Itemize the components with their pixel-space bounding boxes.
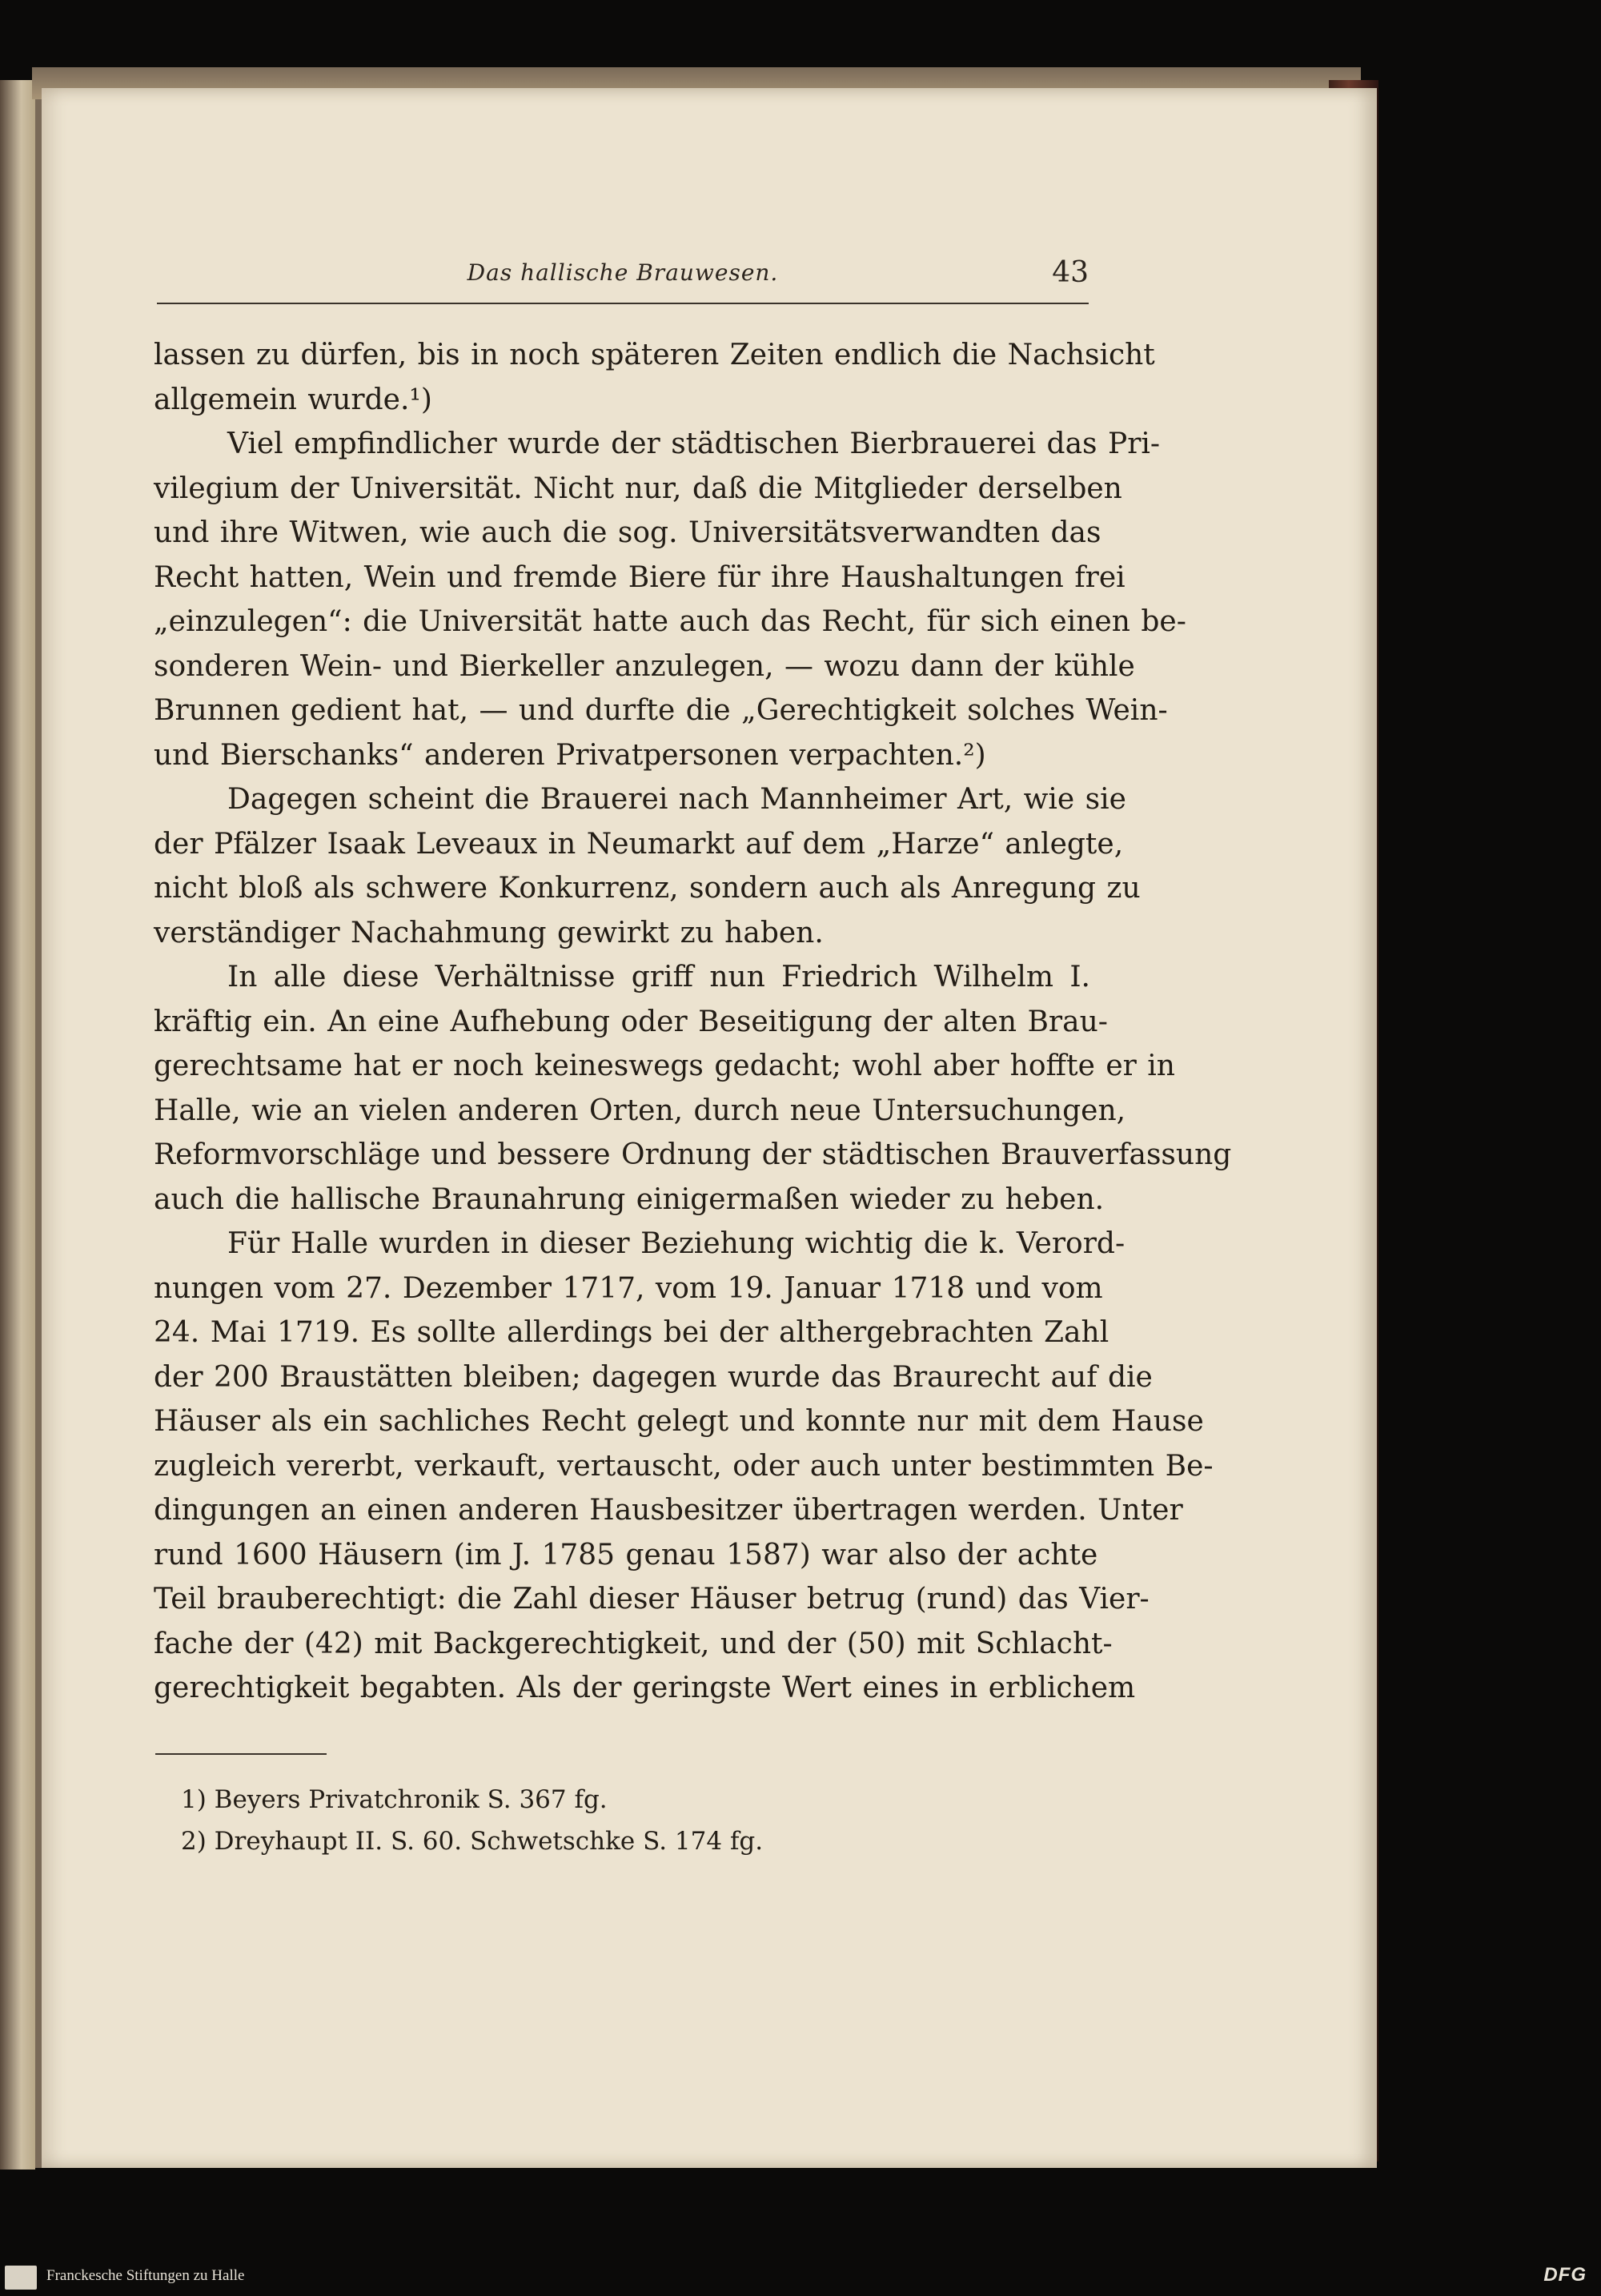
text-line: und ihre Witwen, wie auch die sog. Universitätsverwandten das	[154, 516, 1101, 549]
footnotes	[181, 1779, 981, 1862]
footnote: 1) Beyers Privatchronik S. 367 fg.	[181, 1785, 608, 1814]
text-line: nicht bloß als schwere Konkurrenz, sondern auch als Anregung zu	[154, 872, 1141, 905]
body-text	[154, 333, 1232, 1711]
left-page-edge	[0, 80, 35, 2170]
page-header	[157, 255, 1089, 304]
text-line: Teil brauberechtigt: die Zahl dieser Häuser betrug (rund) das Vier-	[154, 1583, 1150, 1616]
text-line: zugleich vererbt, verkauft, vertauscht, oder auch unter bestimmten Be-	[154, 1449, 1214, 1483]
text-line: Viel empfindlicher wurde der städtischen Bierbrauerei das Pri-	[227, 427, 1161, 460]
book-spine	[35, 77, 42, 2168]
text-line: In alle diese Verhältnisse griff nun Friedrich Wilhelm I.	[227, 961, 1090, 993]
text-line: Brunnen gedient hat, — und durfte die „Gerechtigkeit solches Wein-	[154, 694, 1168, 727]
footnote-divider	[155, 1753, 327, 1755]
text-line: fache der (42) mit Backgerechtigkeit, und der (50) mit Schlacht-	[154, 1627, 1113, 1660]
text-line: lassen zu dürfen, bis in noch späteren Zeiten endlich die Nachsicht	[154, 339, 1155, 371]
running-title: Das hallische Brauwesen.	[467, 259, 779, 286]
text-line: der 200 Braustätten bleiben; dagegen wurde das Braurecht auf die	[154, 1360, 1153, 1394]
institution-logo-icon	[5, 2266, 37, 2290]
text-line: auch die hallische Braunahrung einigermaßen wieder zu heben.	[154, 1182, 1105, 1216]
text-line: der Pfälzer Isaak Leveaux in Neumarkt auf dem „Harze“ anlegte,	[154, 827, 1124, 861]
text-line: sonderen Wein- und Bierkeller anzulegen, — wozu dann der kühle	[154, 649, 1135, 683]
text-line: gerechtigkeit begabten. Als der geringste Wert eines in erblichem	[154, 1672, 1136, 1704]
text-line: „einzulegen“: die Universität hatte auch das Recht, für sich einen be-	[154, 605, 1186, 638]
text-line: rund 1600 Häusern (im J. 1785 genau 1587) war also der achte	[154, 1538, 1098, 1571]
text-line: 24. Mai 1719. Es sollte allerdings bei der althergebrachten Zahl	[154, 1316, 1109, 1349]
text-line: Dagegen scheint die Brauerei nach Mannheimer Art, wie sie	[227, 783, 1126, 816]
text-line: kräftig ein. An eine Aufhebung oder Beseitigung der alten Brau-	[154, 1005, 1108, 1038]
text-line: vilegium der Universität. Nicht nur, daß die Mitglieder derselben	[154, 472, 1122, 505]
text-line: Häuser als ein sachliches Recht gelegt und konnte nur mit dem Hause	[154, 1405, 1204, 1438]
viewer-footer	[0, 2259, 1601, 2296]
text-line: Reformvorschläge und bessere Ordnung der städtischen Brauverfassung	[154, 1138, 1232, 1171]
text-line: verständiger Nachahmung gewirkt zu haben.	[154, 916, 824, 949]
text-line: und Bierschanks“ anderen Privatpersonen verpachten.²)	[154, 738, 986, 772]
text-line: allgemein wurde.¹)	[154, 383, 432, 416]
footnote: 2) Dreyhaupt II. S. 60. Schwetschke S. 174 fg.	[181, 1827, 764, 1856]
text-line: Halle, wie an vielen anderen Orten, durch neue Untersuchungen,	[154, 1094, 1126, 1127]
institution-name: Franckesche Stiftungen zu Halle	[46, 2267, 245, 2284]
text-line: Recht hatten, Wein und fremde Biere für ihre Haushaltungen frei	[154, 560, 1126, 594]
text-line: gerechtsame hat er noch keineswegs gedacht; wohl aber hoffte er in	[154, 1050, 1175, 1082]
page-number: 43	[1052, 256, 1089, 289]
text-line: nungen vom 27. Dezember 1717, vom 19. Januar 1718 und vom	[154, 1271, 1103, 1305]
text-line: dingungen an einen anderen Hausbesitzer übertragen werden. Unter	[154, 1494, 1183, 1527]
text-line: Für Halle wurden in dieser Beziehung wichtig die k. Verord-	[227, 1227, 1126, 1260]
dfg-logo: DFG	[1543, 2264, 1587, 2286]
